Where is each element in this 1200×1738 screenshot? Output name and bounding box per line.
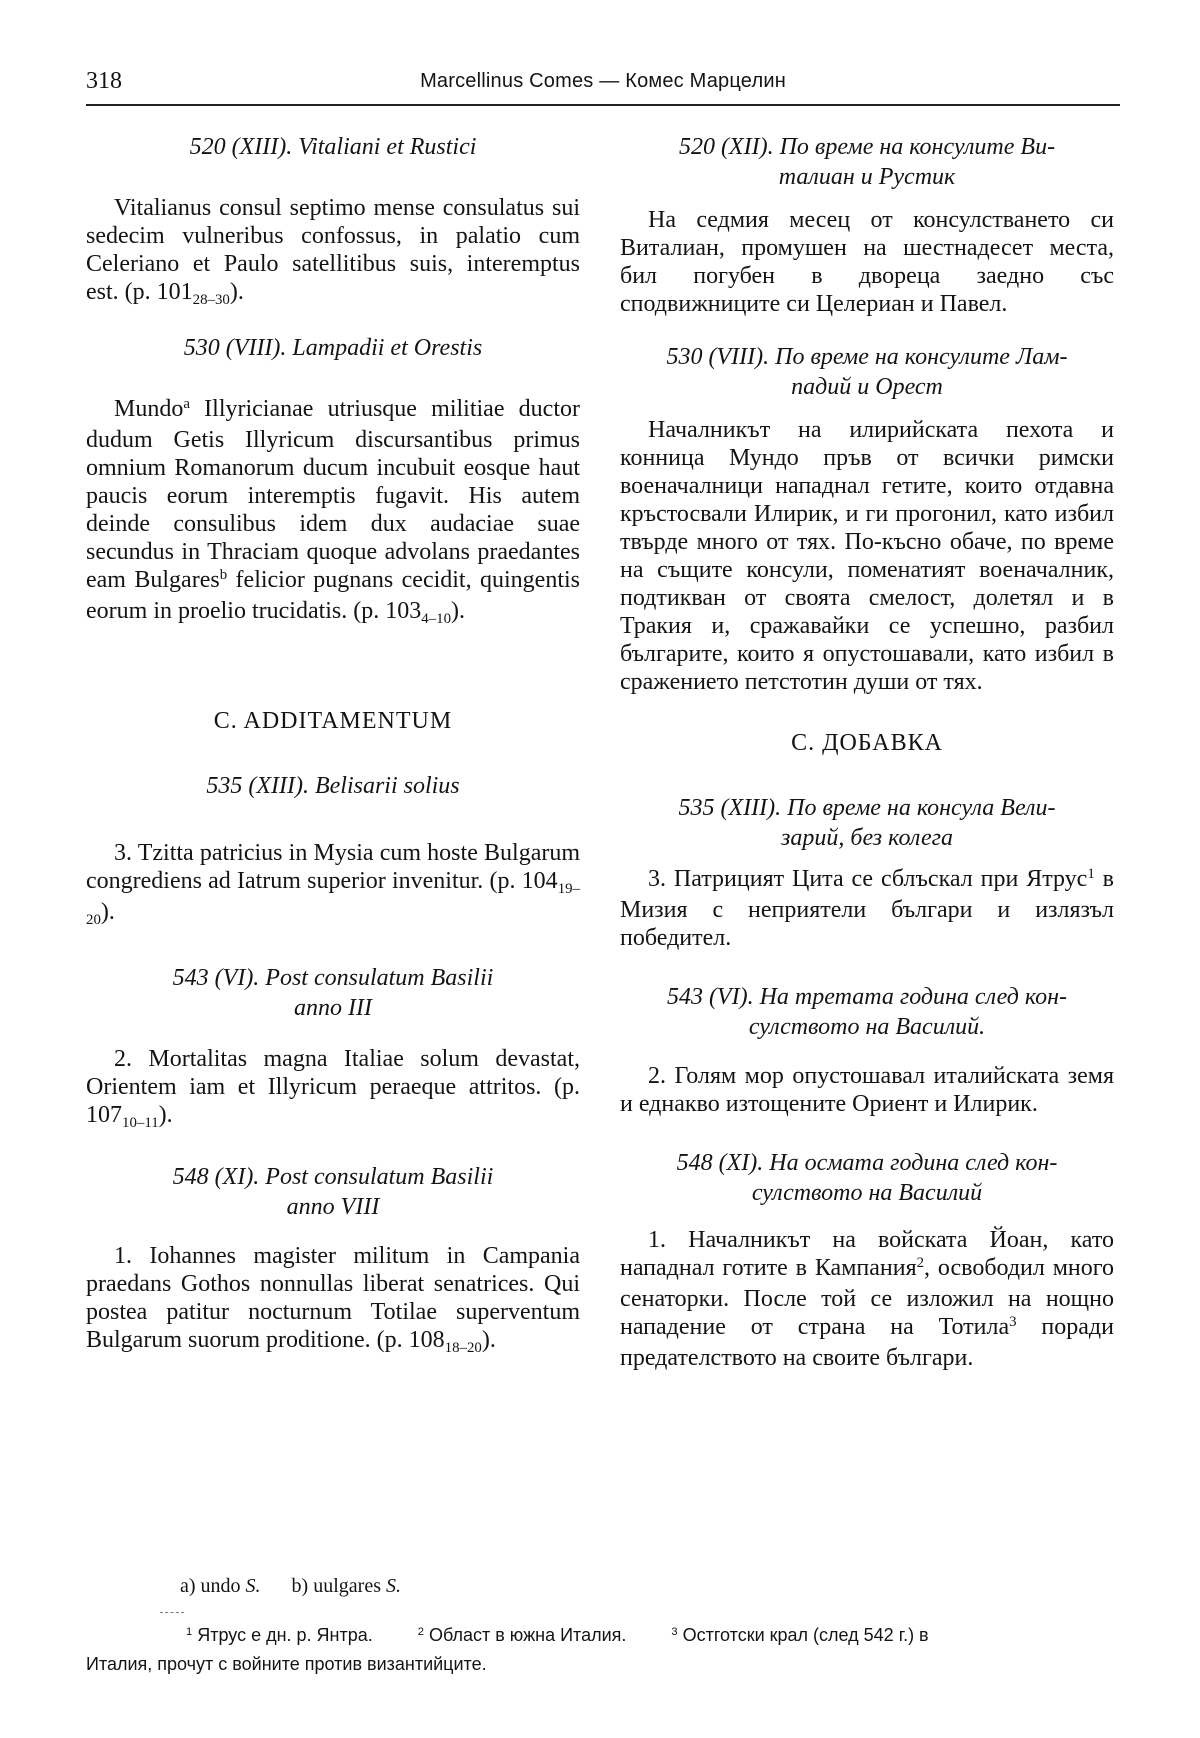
note-marker-b: b <box>219 566 228 583</box>
entry-heading: 543 (VI). На третата година след кон- сулството на Василий. <box>666 984 1068 1040</box>
apparatus-note-b: b) uulgares S. <box>291 1575 401 1597</box>
entry-text: 1. Iohannes magister militum in Campania praedans Gothos nonnullas liberat senatrices. Qui postea patitur nocturnum Totilae superventum Bulgarum suorum proditione. (p. $108_{18-20}$). <box>86 1243 580 1357</box>
entry-530-latin <box>86 333 580 628</box>
footnote-marker-1: 1 <box>1087 865 1095 882</box>
footnote-1: $^1$ Ятрус е дн. р. Янтра. <box>186 1625 373 1645</box>
entry-heading: 548 (XI). На осмата година след кон- сулството на Василий <box>676 1150 1058 1206</box>
entry-heading: 535 (XIII). Belisarii solius <box>206 773 460 799</box>
footnote-divider <box>160 1612 184 1613</box>
entry-text: Mundo$^a$ Illyricianae utriusque militiae ductor dudum Getis Illyricum discursantibus primus omnium Romanorum ducum incubuit eosque haut paucis eorum interemptis fugavit. His autem deinde consulibus idem dux audaciae suae secundus in Thraciam quoque advolans praedantes eam Bulgares$^b$ felicior pugnans cecidit, quingentis eorum in proelio trucidatis. (p. $103_{4-10}$). <box>86 395 580 628</box>
entry-548-bulgarian <box>620 1148 1114 1372</box>
entry-text: Началникът на илирийската пехота и конница Мундо пръв от всички римски военачалници нападнал гетите, които отдавна кръстосвали Илирик, и ги прогонил, като избил твърде много от тях. По-късно обаче, по време на същите консули, поменатият военачалник, подтикван от своята смелост, долетял и в Тракия и, сражавайки се успешно, разбил българите, които я опустошавали, като избил в сражението петстотин души от тях. <box>620 417 1114 695</box>
page-number: 318 <box>86 68 122 94</box>
entry-text: 3. Tzitta patricius in Mysia cum hoste Bulgarum congrediens ad Iatrum superior invenitur. (p. $104_{19-20}$). <box>86 840 580 929</box>
critical-apparatus <box>180 1575 427 1598</box>
footnote-marker-3: 3 <box>1009 1313 1017 1330</box>
entry-520-bulgarian <box>620 132 1114 318</box>
entry-text: 2. Mortalitas magna Italiae solum devastat, Orientem iam et Illyricum peraeque attritos. (p. $107_{10-11}$). <box>86 1046 580 1132</box>
entry-text: 1. Началникът на войската Йоан, като нападнал готите в Кампания$^2$, освободил много сенаторки. После той се изложил на нощно нападение от страна на Тотила$^3$ поради предателството на своите българи. <box>620 1227 1114 1371</box>
entry-text: На седмия месец от консулстването си Виталиан, промушен на шестнадесет места, бил погубен в двореца заедно със сподвижниците си Целериан и Павел. <box>620 207 1114 317</box>
entry-heading: 520 (XIII). Vitaliani et Rustici <box>189 134 477 160</box>
entry-heading: 530 (VIII). Lampadii et Orestis <box>183 335 483 361</box>
entry-535-bulgarian <box>620 793 1114 952</box>
footnote-3: $^3$ Остготски крал (след 542 г.) в <box>671 1625 929 1645</box>
entry-548-latin <box>86 1162 580 1357</box>
running-head: Marcellinus Comes — Комес Марцелин <box>420 70 786 92</box>
section-title: C. ДОБАВКА <box>791 730 943 756</box>
footnote-3-continued: Италия, прочут с войните против византийците. <box>86 1654 487 1674</box>
page-header <box>86 64 1120 106</box>
apparatus-note-a: a) undo S. <box>180 1575 261 1597</box>
entry-heading: 535 (XIII). По време на консула Вели- зарий, без колега <box>678 795 1056 851</box>
entry-535-latin <box>86 771 580 929</box>
footnotes <box>86 1622 1120 1677</box>
entry-text: 3. Патрицият Цита се сблъскал при Ятрус$^1$ в Мизия с неприятели българи и излязъл победител. <box>620 865 1114 951</box>
section-title: C. ADDITAMENTUM <box>213 708 453 734</box>
footnote-2: $^2$ Област в южна Италия. <box>417 1625 627 1645</box>
entry-heading: 520 (XII). По време на консулите Ви- талиан и Рустик <box>678 134 1056 190</box>
entry-520-latin <box>86 132 580 309</box>
entry-text: Vitalianus consul septimo mense consulatus sui sedecim vulneribus confossus, in palatio cum Celeriano et Paulo satellitibus suis, interemptus est. (p. $101_{28-30}$). <box>86 195 580 309</box>
entry-heading: 543 (VI). Post consulatum Basilii anno III <box>172 965 494 1021</box>
entry-heading: 530 (VIII). По време на консулите Лам- падий и Орест <box>666 344 1068 400</box>
entry-heading: 548 (XI). Post consulatum Basilii anno VIII <box>172 1164 494 1220</box>
footnote-marker-2: 2 <box>916 1254 925 1271</box>
entry-text: 2. Голям мор опустошавал италийската земя и еднакво изтощените Ориент и Илирик. <box>620 1063 1114 1117</box>
latin-column <box>86 120 580 1357</box>
entry-530-bulgarian <box>620 342 1114 696</box>
entry-543-latin <box>86 963 580 1132</box>
note-marker-a: a <box>183 395 190 412</box>
entry-543-bulgarian <box>620 982 1114 1118</box>
bulgarian-column <box>620 120 1114 1372</box>
